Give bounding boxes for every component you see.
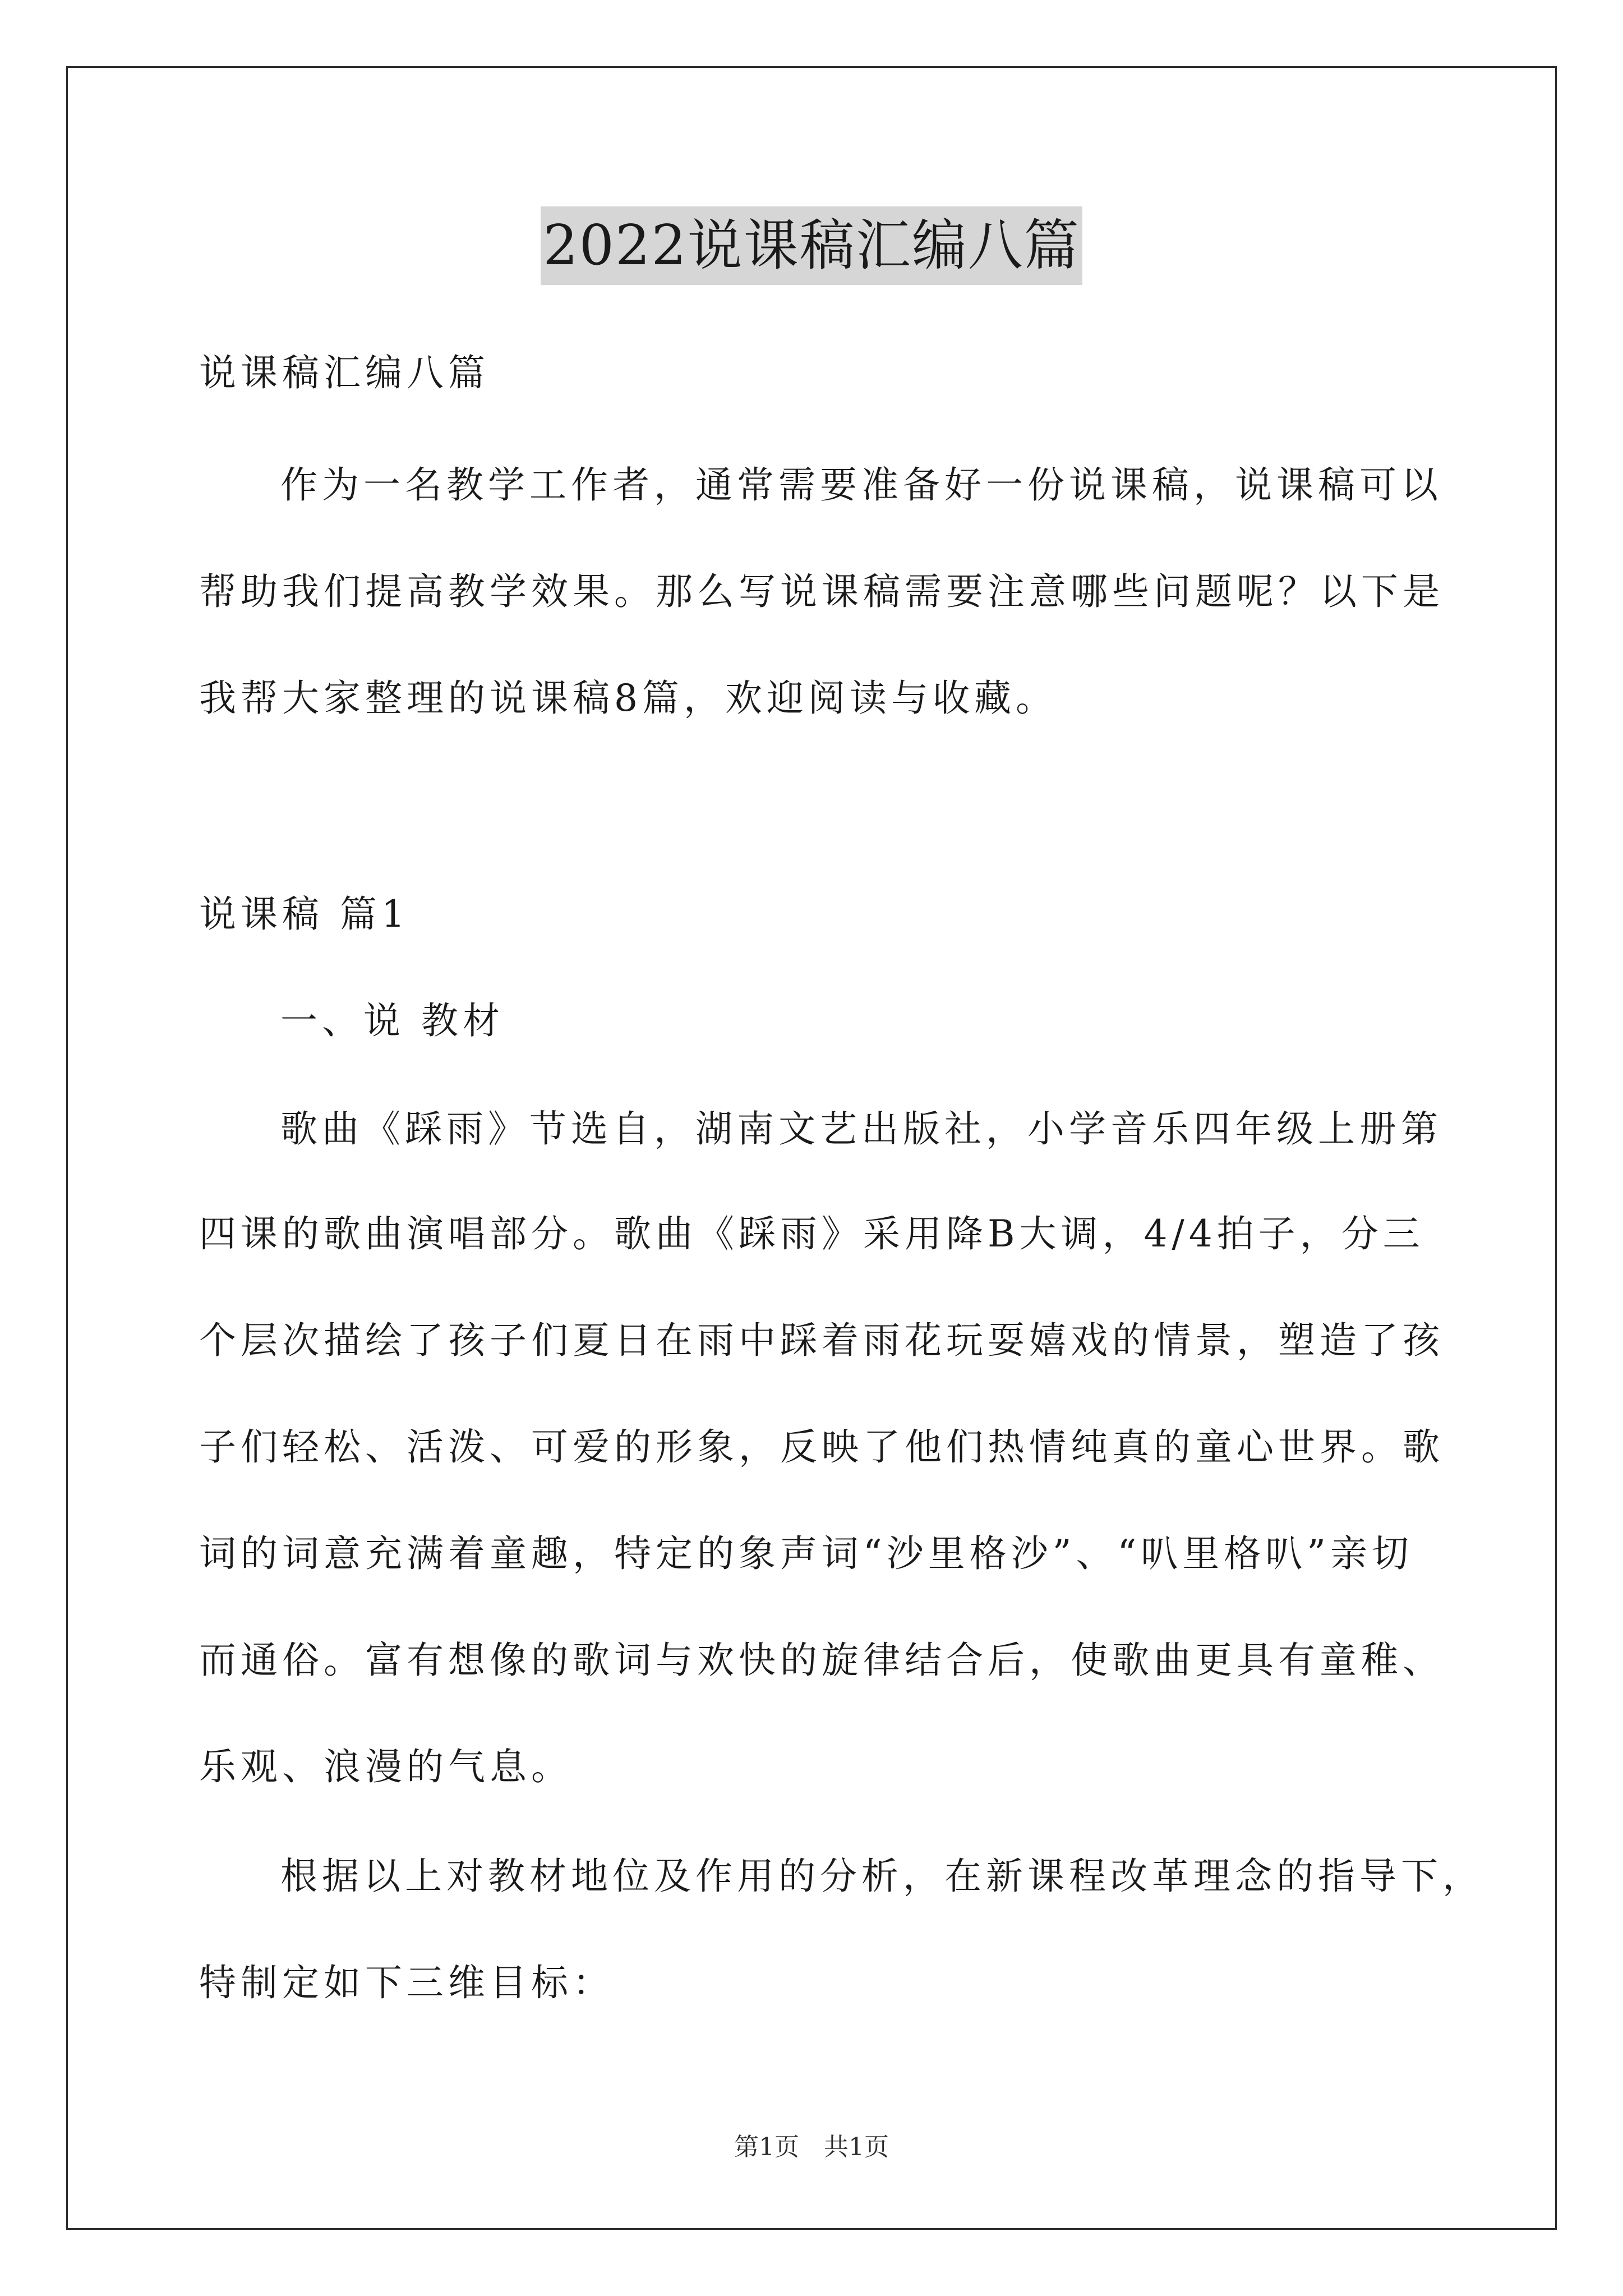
section-heading: 说课稿 篇1 [199, 892, 409, 936]
paragraph1-line-3: 个层次描绘了孩子们夏日在雨中踩着雨花玩耍嬉戏的情景，塑造了孩 [199, 1319, 1444, 1362]
document-subtitle: 说课稿汇编八篇 [199, 351, 490, 394]
intro-line-3: 我帮大家整理的说课稿8篇，欢迎阅读与收藏。 [199, 677, 1057, 720]
intro-line-1: 作为一名教学工作者，通常需要准备好一份说课稿，说课稿可以 [280, 463, 1442, 507]
paragraph1-line-1: 歌曲《踩雨》节选自，湖南文艺出版社，小学音乐四年级上册第 [280, 1107, 1442, 1151]
subsection-heading: 一、说 教材 [280, 999, 504, 1042]
paragraph1-line-2: 四课的歌曲演唱部分。歌曲《踩雨》采用降B大调，4/4拍子，分三 [199, 1212, 1424, 1255]
intro-line-2: 帮助我们提高教学效果。那么写说课稿需要注意哪些问题呢？以下是 [199, 570, 1444, 613]
paragraph1-line-6: 而通俗。富有想像的歌词与欢快的旋律结合后，使歌曲更具有童稚、 [199, 1639, 1444, 1682]
paragraph1-line-4: 子们轻松、活泼、可爱的形象，反映了他们热情纯真的童心世界。歌 [199, 1425, 1444, 1469]
page-footer: 第1页 共1页 [734, 2133, 889, 2161]
paragraph1-line-5: 词的词意充满着童趣，特定的象声词“沙里格沙”、“叭里格叭”亲切 [199, 1532, 1413, 1575]
paragraph1-line-7: 乐观、浪漫的气息。 [199, 1745, 573, 1788]
paragraph2-line-2: 特制定如下三维目标： [199, 1961, 614, 2004]
document-title-block [0, 206, 1623, 285]
paragraph2-line-1: 根据以上对教材地位及作用的分析，在新课程改革理念的指导下， [280, 1855, 1484, 1898]
document-title: 2022说课稿汇编八篇 [541, 206, 1082, 285]
